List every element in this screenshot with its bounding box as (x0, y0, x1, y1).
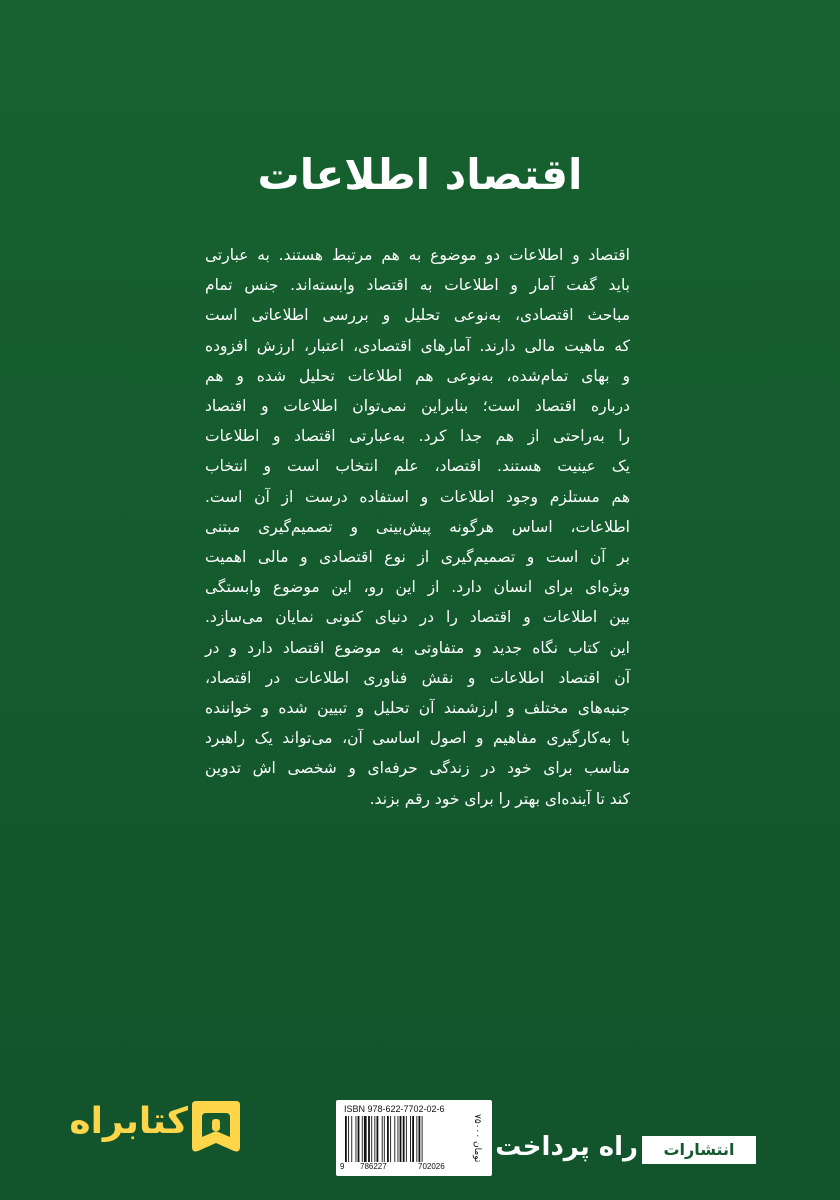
barcode-bar (358, 1116, 360, 1162)
barcode-digits-right: 702026 (418, 1162, 445, 1171)
barcode-bar (374, 1116, 375, 1162)
price-label: ۷۵۰۰۰ تومان (472, 1113, 482, 1163)
barcode-bar (422, 1116, 423, 1162)
logo-text: کتابراه (69, 1101, 188, 1142)
barcode-bar (412, 1116, 414, 1162)
isbn-text: ISBN 978-622-7702-02-6 (344, 1104, 445, 1114)
publisher-label: انتشارات (642, 1136, 756, 1164)
barcode-bar (348, 1116, 349, 1162)
barcode-bar (387, 1116, 389, 1162)
description-line: اقتصاد و اطلاعات دو موضوع به هم مرتبط هستند. به عبارتی (205, 246, 630, 264)
barcode-bar (384, 1116, 385, 1162)
description-line: درباره اقتصاد است؛ بنابراین نمی‌توان اطلاعات و اقتصاد (205, 397, 630, 416)
description-line: مناسب برای خود در زندگی حرفه‌ای و شخصی اش تدوین (205, 759, 630, 778)
barcode-bar (351, 1116, 352, 1162)
description-line: این کتاب نگاه جدید و متفاوتی به موضوع اقتصاد دارد و در (205, 638, 630, 657)
barcode-bar (368, 1116, 370, 1162)
barcode-bar (377, 1116, 379, 1162)
description-line: جنبه‌های مختلف و ارزشمند آن تحلیل و تبیین شده و خواننده (205, 699, 630, 718)
barcode-bar (400, 1116, 402, 1162)
description-line: مباحث اقتصادی، به‌نوعی تحلیل و بررسی اطلاعاتی است (205, 306, 630, 325)
barcode-digits-mid: 786227 (360, 1162, 387, 1171)
barcode-bar (410, 1116, 411, 1162)
publisher-name: راه پرداخت (495, 1132, 638, 1162)
description-line: ویژه‌ای برای انسان دارد. از این رو، این موضوع وابستگی (205, 578, 630, 597)
description-line: باید گفت آمار و اطلاعات به اقتصاد وابسته‌اند. جنس تمام (205, 276, 630, 295)
description-line: هم مستلزم وجود اطلاعات و استفاده درست از آن است. (205, 487, 630, 506)
ketabrah-logo (40, 1097, 220, 1157)
barcode-bar (390, 1116, 391, 1162)
barcode-bar (403, 1116, 405, 1162)
book-title: اقتصاد اطلاعات (257, 150, 583, 199)
barcode-bars (344, 1116, 462, 1162)
barcode-bar (364, 1116, 367, 1162)
barcode-bar (371, 1116, 372, 1162)
barcode-bar (356, 1116, 357, 1162)
barcode-bar (416, 1116, 417, 1162)
back-cover-description (205, 240, 630, 814)
description-line: و بهای تمام‌شده، به‌نوعی هم اطلاعات تحلیل شده و هم (205, 366, 630, 385)
barcode-bar (398, 1116, 399, 1162)
publisher-logo (495, 1132, 756, 1166)
description-line: با به‌کارگیری مفاهیم و اصول اساسی آن، می‌تواند یک راهبرد (205, 729, 630, 748)
barcode-digit-lead: 9 (340, 1162, 345, 1171)
barcode-bar (406, 1116, 407, 1162)
barcode-bar (362, 1116, 363, 1162)
description-line: آن اقتصاد اطلاعات و نقش فناوری اطلاعات در اقتصاد، (205, 668, 630, 687)
description-line: کند تا آینده‌ای بهتر را برای خود رقم بزند. (369, 789, 630, 808)
description-line: بین اطلاعات و اقتصاد را در دنیای کنونی نمایان می‌سازد. (205, 608, 630, 627)
barcode-bar (394, 1116, 395, 1162)
ketabrah-logo-icon (190, 1097, 242, 1155)
barcode-bar (345, 1116, 347, 1162)
description-line: که ماهیت مالی دارند. آمارهای اقتصادی، اعتبار، ارزش افزوده (205, 336, 630, 355)
barcode-bar (382, 1116, 383, 1162)
description-line: بر آن است و تصمیم‌گیری از نوع اقتصادی و مالی اهمیت (205, 548, 630, 567)
description-line: را به‌راحتی از هم جدا کرد. به‌عبارتی اقتصاد و اطلاعات (205, 427, 630, 446)
barcode-digits (340, 1162, 464, 1172)
barcode-bar (419, 1116, 421, 1162)
description-line: اطلاعات، اساس هرگونه پیش‌بینی و تصمیم‌گیری مبتنی (205, 517, 630, 536)
description-line: یک عینیت هستند. اقتصاد، علم انتخاب است و انتخاب (205, 457, 630, 476)
